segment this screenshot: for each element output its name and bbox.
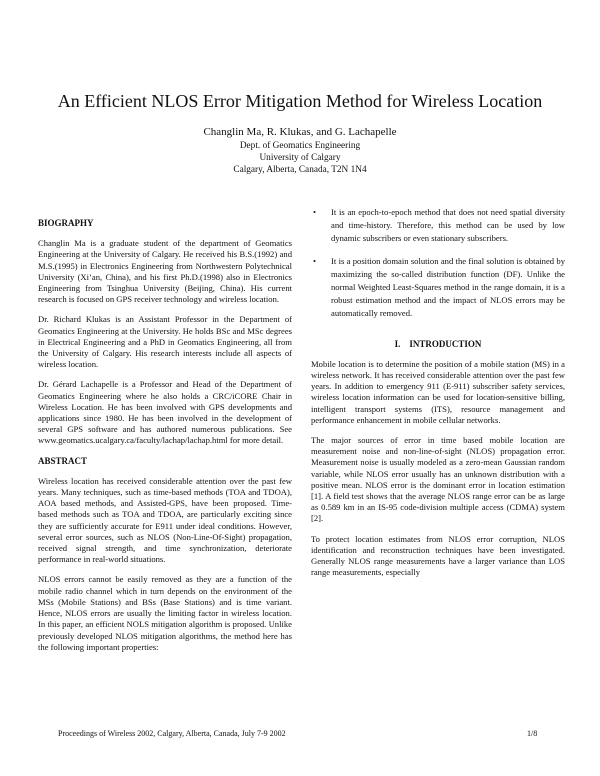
abstract-paragraph: NLOS errors cannot be easily removed as they are a function of the mobile radio channel which in turn depends on the environment of the MSs (Mobile Stations) and BSs (Base Stations) and is time variant. Hence, NLOS errors are usually the limiting factor in wireless location. In this paper, an efficient NOLS mitigation algorithm is proposed. Unlike previously developed NLOS mitigation algorithms, the method here has the following important properties: — [38, 574, 292, 652]
introduction-paragraph: To protect location estimates from NLOS error corruption, NLOS identification and reconstruction techniques have been investigated. Generally NLOS range measurements have a larger variance than LOS range measurements, especially — [311, 533, 565, 578]
page-number: 1/8 — [527, 729, 538, 738]
paper-authors: Changlin Ma, R. Klukas, and G. Lachapelle — [203, 126, 397, 138]
abstract-bullet — [311, 206, 565, 246]
introduction-heading: I. INTRODUCTION — [394, 338, 482, 349]
biography-paragraph: Dr. Richard Klukas is an Assistant Professor in the Department of Geomatics Engineering at the University. He holds BSc and MSc degrees in Electrical Engineering and a PhD in Geomatics Engineering, all from the University of Calgary. His research interests include all aspects of wireless location. — [38, 314, 292, 370]
abstract-bullet-text: It is an epoch-to-epoch method that does not need spatial diversity and time-history. Therefore, this method can be used by low dynamic subscribers or even stationary subscribers. — [331, 207, 565, 244]
abstract-heading: ABSTRACT — [38, 455, 88, 466]
abstract-bullet — [311, 255, 565, 321]
abstract-paragraph: Wireless location has received considerable attention over the past few years. Many techniques, such as time-based methods (TOA and TDOA), AOA based methods, and Assisted-GPS, have been proposed. Time-based methods such as TOA and TDOA, are particularly exciting since they are sufficiently accurate for E911 under ideal conditions. However, several error sources, such as NLOS (Non-Line-Of-Sight) propagation, received signal strength, and time synchronization, deteriorate performance in real-world situations. — [38, 475, 292, 565]
bullet-icon: • — [313, 255, 317, 266]
introduction-paragraph: Mobile location is to determine the position of a mobile station (MS) in a wireless network. It has received considerable attention over the past few years. In addition to emergency 911 (E-911) subscriber safety services, wireless location information can be used for location-sensitive billing, intelligent transport systems (ITS), resource management and performance enhancement in mobile cellular networks. — [311, 358, 565, 425]
biography-paragraph: Changlin Ma is a graduate student of the department of Geomatics Engineering at the University of Calgary. He received his B.S.(1992) and M.S.(1995) in Electronics Engineering from Northwestern Polytechnical University (Xi’an, China), and his first Ph.D.(1998) also in Electronics Engineering from Tsinghua University (Beijing, China). His current research is focused on GPS receiver technology and wireless location. — [38, 238, 292, 305]
left-column — [38, 218, 292, 662]
right-column — [311, 206, 565, 587]
bullet-icon: • — [313, 207, 317, 217]
introduction-paragraph: The major sources of error in time based mobile location are measurement noise and non-line-of-sight (NLOS) propagation error. Measurement noise is usually modeled as a zero-mean Gaussian random variable, while NLOS error usually has an unknown distribution with a positive mean. NLOS error is the dominant error in location estimation [1]. A field test shows that the average NLOS range error can be as large as 0.589 km in an IS-95 code-division multiple access (CDMA) system [2]. — [311, 435, 565, 524]
footer-proceedings: Proceedings of Wireless 2002, Calgary, Alberta, Canada, July 7-9 2002 — [58, 729, 286, 738]
paper-title: An Efficient NLOS Error Mitigation Method for Wireless Location — [57, 91, 543, 111]
abstract-bullet-list — [311, 206, 565, 321]
affiliation-line: Calgary, Alberta, Canada, T2N 1N4 — [233, 165, 367, 175]
biography-paragraph: Dr. Gérard Lachapelle is a Professor and Head of the Department of Geomatics Engineering where he also holds a CRC/iCORE Chair in Wireless Location. He has been involved with GPS developments and applications since 1980. He has been involved in the development of several GPS software and has authored numerous publications. See www.geomatics.ucalgary.ca/faculty/lachap/lachap.html for more detail. — [38, 379, 292, 446]
affiliation-line: University of Calgary — [259, 153, 341, 163]
biography-heading: BIOGRAPHY — [38, 218, 94, 228]
affiliation-block — [20, 140, 580, 176]
affiliation-line: Dept. of Geomatics Engineering — [239, 141, 361, 151]
abstract-bullet-text: It is a position domain solution and the final solution is obtained by maximizing the so-called distribution function (DF). Unlike the normal Weighted Least-Squares method in the range domain, it is a robust estimation method and the impact of NLOS errors may be automatically removed. — [331, 255, 565, 319]
